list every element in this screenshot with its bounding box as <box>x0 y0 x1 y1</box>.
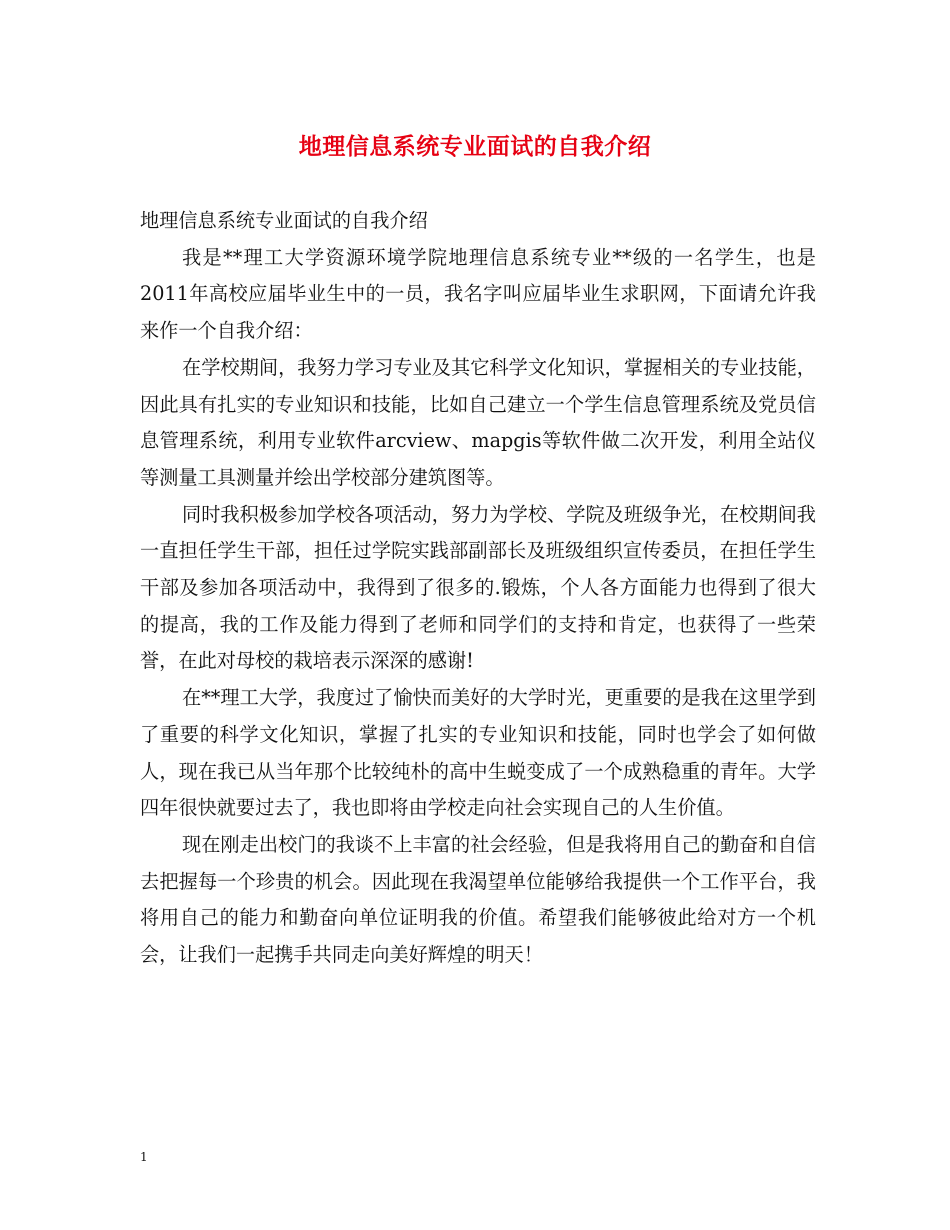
page-number: 1 <box>140 1150 148 1164</box>
paragraph-4: 在**理工大学，我度过了愉快而美好的大学时光，更重要的是我在这里学到了重要的科学文化知识，掌握了扎实的专业知识和技能，同时也学会了如何做人，现在我已从当年那个比较纯朴的高中生蜕变成了一个成熟稳重的青年。大学四年很快就要过去了，我也即将由学校走向社会实现自己的人生价值。 <box>140 686 816 820</box>
paragraph-3: 同时我积极参加学校各项活动，努力为学校、学院及班级争光，在校期间我一直担任学生干部，担任过学院实践部副部长及班级组织宣传委员，在担任学生干部及参加各项活动中，我得到了很多的.锻炼，个人各方面能力也得到了很大的提高，我的工作及能力得到了老师和同学们的支持和肯定，也获得了一些荣誉，在此对母校的栽培表示深深的感谢! <box>140 502 816 673</box>
document-title: 地理信息系统专业面试的自我介绍 <box>298 133 652 160</box>
paragraph-1: 我是**理工大学资源环境学院地理信息系统专业**级的一名学生，也是2011年高校应届毕业生中的一员，我名字叫应届毕业生求职网，下面请允许我来作一个自我介绍： <box>140 245 816 343</box>
document-subtitle: 地理信息系统专业面试的自我介绍 <box>140 209 428 232</box>
document-body <box>140 203 816 974</box>
paragraph-5: 现在刚走出校门的我谈不上丰富的社会经验，但是我将用自己的勤奋和自信去把握每一个珍贵的机会。因此现在我渴望单位能够给我提供一个工作平台，我将用自己的能力和勤奋向单位证明我的价值。希望我们能够彼此给对方一个机会，让我们一起携手共同走向美好辉煌的明天！ <box>140 832 816 967</box>
paragraph-2: 在学校期间，我努力学习专业及其它科学文化知识，掌握相关的专业技能，因此具有扎实的专业知识和技能，比如自己建立一个学生信息管理系统及党员信息管理系统，利用专业软件arcview、mapgis等软件做二次开发，利用全站仪等测量工具测量并绘出学校部分建筑图等。 <box>140 355 816 489</box>
